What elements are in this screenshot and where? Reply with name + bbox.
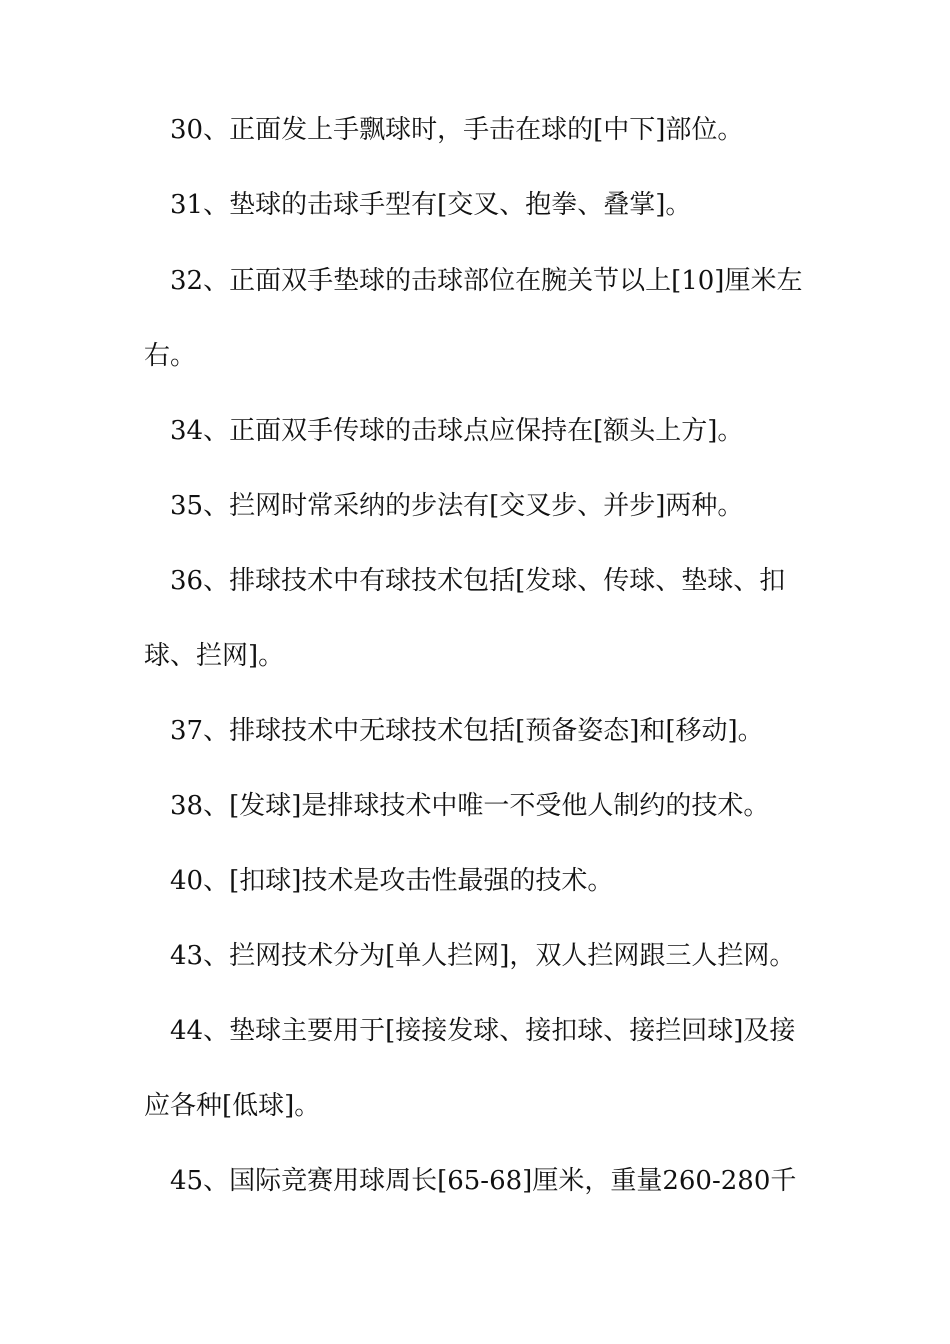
text-line-32: 32、正面双手垫球的击球部位在腕关节以上[10]厘米左 [170, 266, 803, 296]
text-line-45: 45、国际竞赛用球周长[65-68]厘米，重量260-280千 [170, 1166, 797, 1196]
text-line-30: 30、正面发上手飘球时，手击在球的[中下]部位。 [170, 115, 744, 145]
text-line-43: 43、拦网技术分为[单人拦网]，双人拦网跟三人拦网。 [170, 941, 796, 971]
text-line-32-continued: 右。 [144, 341, 197, 371]
text-line-34: 34、正面双手传球的击球点应保持在[额头上方]。 [170, 416, 744, 446]
text-line-36-continued: 球、拦网]。 [144, 641, 285, 671]
text-line-37: 37、排球技术中无球技术包括[预备姿态]和[移动]。 [170, 716, 764, 746]
text-line-31: 31、垫球的击球手型有[交叉、抱拳、叠掌]。 [170, 190, 692, 220]
text-line-44-continued: 应各种[低球]。 [144, 1091, 321, 1121]
text-line-36: 36、排球技术中有球技术包括[发球、传球、垫球、扣 [170, 566, 786, 596]
text-line-35: 35、拦网时常采纳的步法有[交叉步、并步]两种。 [170, 491, 744, 521]
text-line-44: 44、垫球主要用于[接接发球、接扣球、接拦回球]及接 [170, 1016, 796, 1046]
text-line-40: 40、[扣球]技术是攻击性最强的技术。 [170, 866, 614, 896]
text-line-38: 38、[发球]是排球技术中唯一不受他人制约的技术。 [170, 791, 770, 821]
